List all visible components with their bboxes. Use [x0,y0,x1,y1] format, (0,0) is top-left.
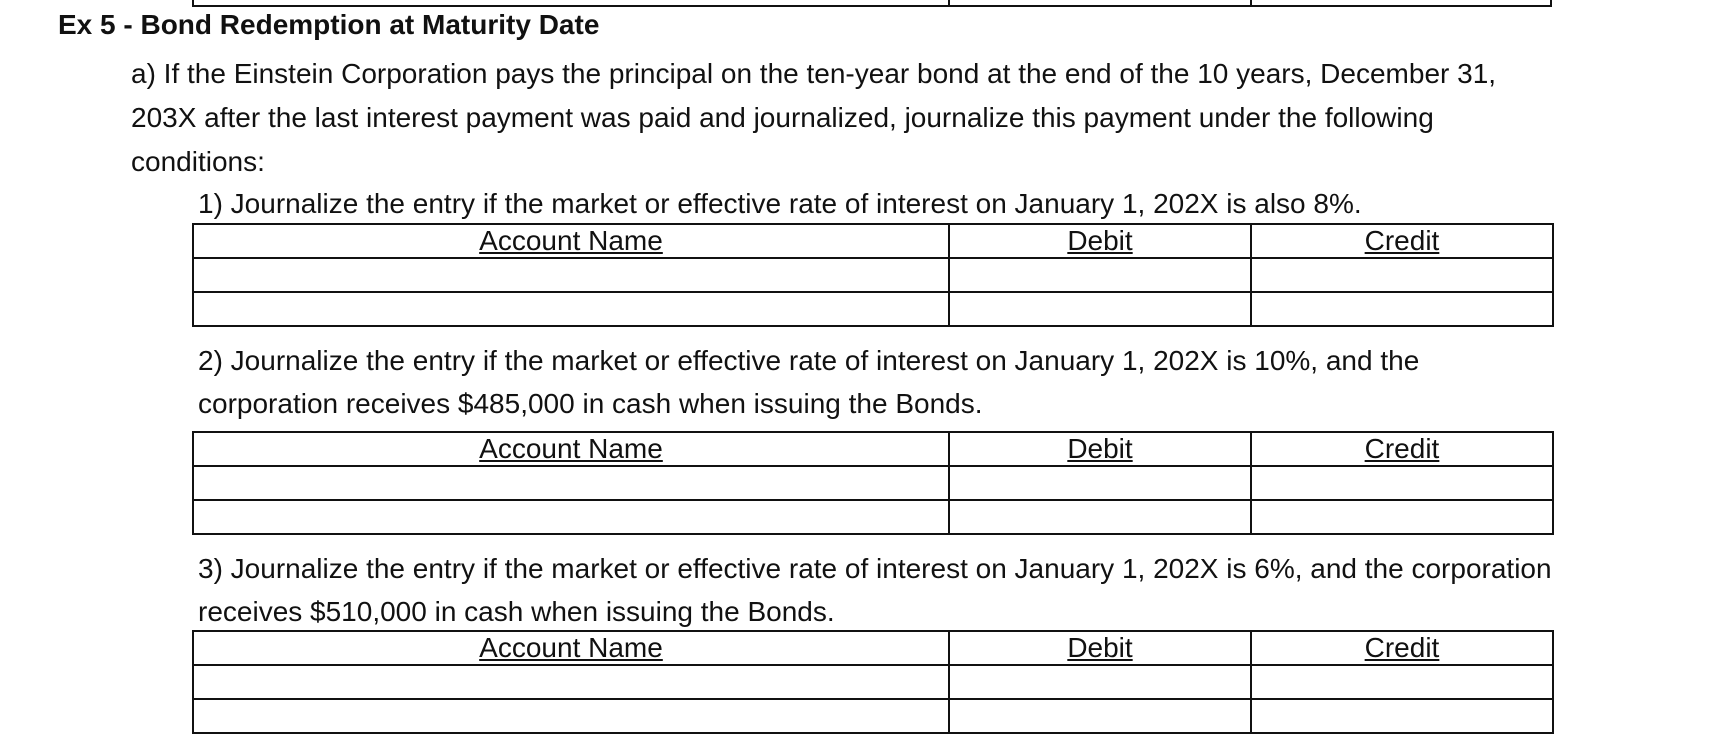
debit-cell[interactable] [949,258,1251,292]
account-name-cell[interactable] [193,665,949,699]
debit-header: Debit [949,224,1251,258]
remnant-border [1550,0,1552,7]
journal-table-1 [192,223,1554,327]
remnant-border [948,0,950,7]
credit-header: Credit [1251,432,1553,466]
table-header-row [193,224,1553,258]
credit-header: Credit [1251,631,1553,665]
previous-table-remnant [192,0,1552,7]
debit-cell[interactable] [949,500,1251,534]
table-row [193,258,1553,292]
credit-cell[interactable] [1251,292,1553,326]
account-name-cell[interactable] [193,292,949,326]
credit-header: Credit [1251,224,1553,258]
debit-cell[interactable] [949,665,1251,699]
table-row [193,292,1553,326]
credit-cell[interactable] [1251,500,1553,534]
account-name-cell[interactable] [193,500,949,534]
debit-cell[interactable] [949,699,1251,733]
condition-line: 2) Journalize the entry if the market or effective rate of interest on January 1, 202X is 10%, and the [198,345,1420,376]
table-row [193,699,1553,733]
condition-3-text [198,547,1718,633]
debit-cell[interactable] [949,292,1251,326]
table-row [193,665,1553,699]
journal-table-2 [192,431,1554,535]
intro-line: 203X after the last interest payment was paid and journalized, journalize this payment under the following [131,102,1434,133]
table-header-row [193,631,1553,665]
condition-1-text [198,182,1718,225]
table-header-row [193,432,1553,466]
condition-line: 1) Journalize the entry if the market or effective rate of interest on January 1, 202X is also 8%. [198,188,1362,219]
account-name-header: Account Name [193,631,949,665]
table-row [193,466,1553,500]
account-name-header: Account Name [193,432,949,466]
intro-line: conditions: [131,146,265,177]
exercise-title: Ex 5 - Bond Redemption at Maturity Date [58,9,600,40]
debit-header: Debit [949,432,1251,466]
exercise-intro [131,52,1691,184]
credit-cell[interactable] [1251,466,1553,500]
account-name-header: Account Name [193,224,949,258]
intro-line: a) If the Einstein Corporation pays the principal on the ten-year bond at the end of the 10 years, December 31, [131,58,1497,89]
debit-cell[interactable] [949,466,1251,500]
condition-line: corporation receives $485,000 in cash when issuing the Bonds. [198,388,983,419]
account-name-cell[interactable] [193,699,949,733]
condition-line: 3) Journalize the entry if the market or effective rate of interest on January 1, 202X is 6%, and the corporation [198,553,1552,584]
remnant-border [1250,0,1252,7]
table-row [193,500,1553,534]
condition-line: receives $510,000 in cash when issuing the Bonds. [198,596,835,627]
journal-table-3 [192,630,1554,734]
debit-header: Debit [949,631,1251,665]
remnant-border [192,0,194,7]
credit-cell[interactable] [1251,699,1553,733]
credit-cell[interactable] [1251,258,1553,292]
account-name-cell[interactable] [193,466,949,500]
condition-2-text [198,339,1718,425]
account-name-cell[interactable] [193,258,949,292]
credit-cell[interactable] [1251,665,1553,699]
